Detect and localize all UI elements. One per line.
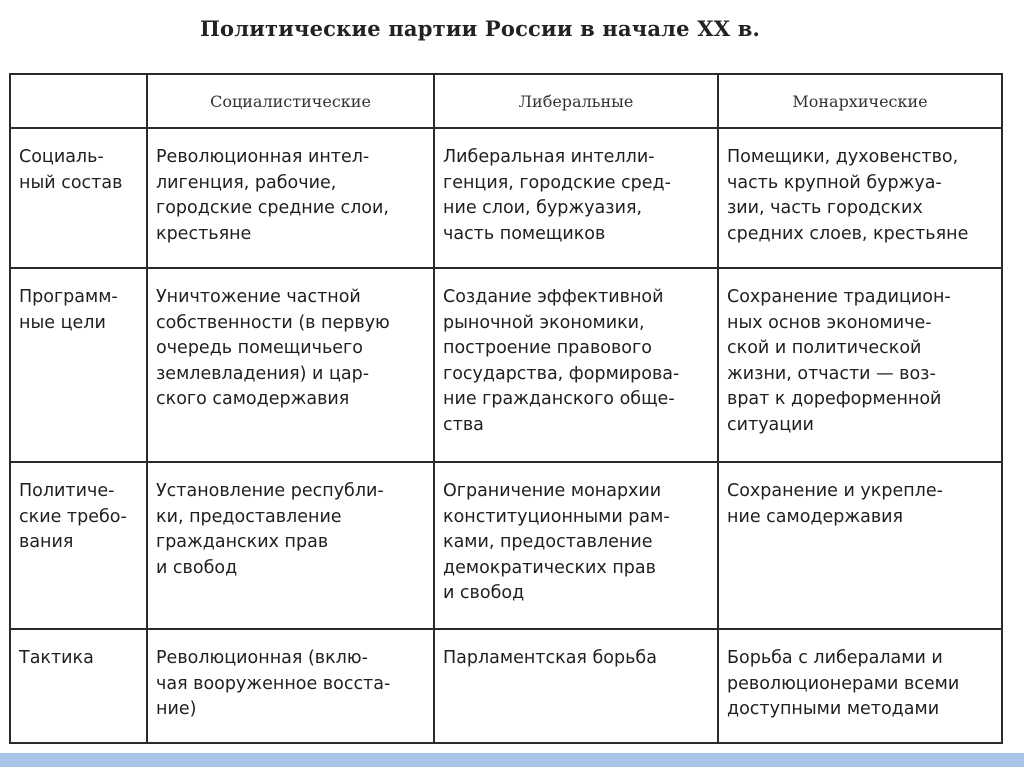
table-row	[10, 128, 1002, 268]
table-cell	[434, 128, 718, 268]
table-cell	[718, 268, 1002, 462]
table-cell	[434, 268, 718, 462]
row-label-political-demands: Политиче- ские требо- вания	[19, 481, 127, 552]
row-header	[10, 629, 147, 743]
row-header	[10, 268, 147, 462]
table-cell	[147, 268, 434, 462]
cell-text: Революционная интел- лигенция, рабочие, городские средние слои, крестьяне	[156, 147, 389, 244]
cell-text: Либеральная интелли- генция, городские сред- ние слои, буржуазия, часть помещиков	[443, 147, 671, 244]
table-row	[10, 268, 1002, 462]
row-label-program-goals: Программ- ные цели	[19, 287, 118, 333]
cell-text: Установление республи- ки, предоставление гражданских прав и свобод	[156, 481, 384, 578]
cell-text: Парламентская борьба	[443, 648, 657, 668]
row-header	[10, 462, 147, 629]
parties-table	[9, 73, 1003, 744]
table-cell	[718, 462, 1002, 629]
header-liberal: Либеральные	[434, 74, 718, 128]
cell-text: Ограничение монархии конституционными рам- ками, предоставление демократических прав и свобод	[443, 481, 670, 603]
cell-text: Революционная (вклю- чая вооруженное восста- ние)	[156, 648, 391, 719]
cell-text: Помещики, духовенство, часть крупной буржуа- зии, часть городских средних слоев, крестьяне	[727, 147, 969, 244]
cell-text: Сохранение и укрепле- ние самодержавия	[727, 481, 943, 527]
table-cell	[434, 462, 718, 629]
table-cell	[147, 128, 434, 268]
row-label-social-composition: Социаль- ный состав	[19, 147, 123, 193]
table-cell	[718, 128, 1002, 268]
slide-bottom-bar	[0, 753, 1024, 767]
header-cell-empty	[10, 74, 147, 128]
row-label-tactics: Тактика	[19, 648, 94, 668]
table-cell	[147, 462, 434, 629]
header-socialist: Социалистические	[147, 74, 434, 128]
cell-text: Уничтожение частной собственности (в первую очередь помещичьего землевладения) и цар- ского самодержавия	[156, 287, 390, 409]
header-monarchist: Монархические	[718, 74, 1002, 128]
table-row	[10, 462, 1002, 629]
cell-text: Сохранение традицион- ных основ экономиче- ской и политической жизни, отчасти — воз- врат к дореформенной ситуации	[727, 287, 951, 435]
header-row	[10, 74, 1002, 128]
cell-text: Борьба с либералами и революционерами всеми доступными методами	[727, 648, 960, 719]
table-row	[10, 629, 1002, 743]
slide-right-edge	[1012, 0, 1024, 767]
table-cell	[434, 629, 718, 743]
page-title: Политические партии России в начале XX в.	[200, 16, 761, 41]
row-header	[10, 128, 147, 268]
table-cell	[147, 629, 434, 743]
cell-text: Создание эффективной рыночной экономики, построение правового государства, формирова- ние гражданского обще- ства	[443, 287, 680, 435]
table-cell	[718, 629, 1002, 743]
